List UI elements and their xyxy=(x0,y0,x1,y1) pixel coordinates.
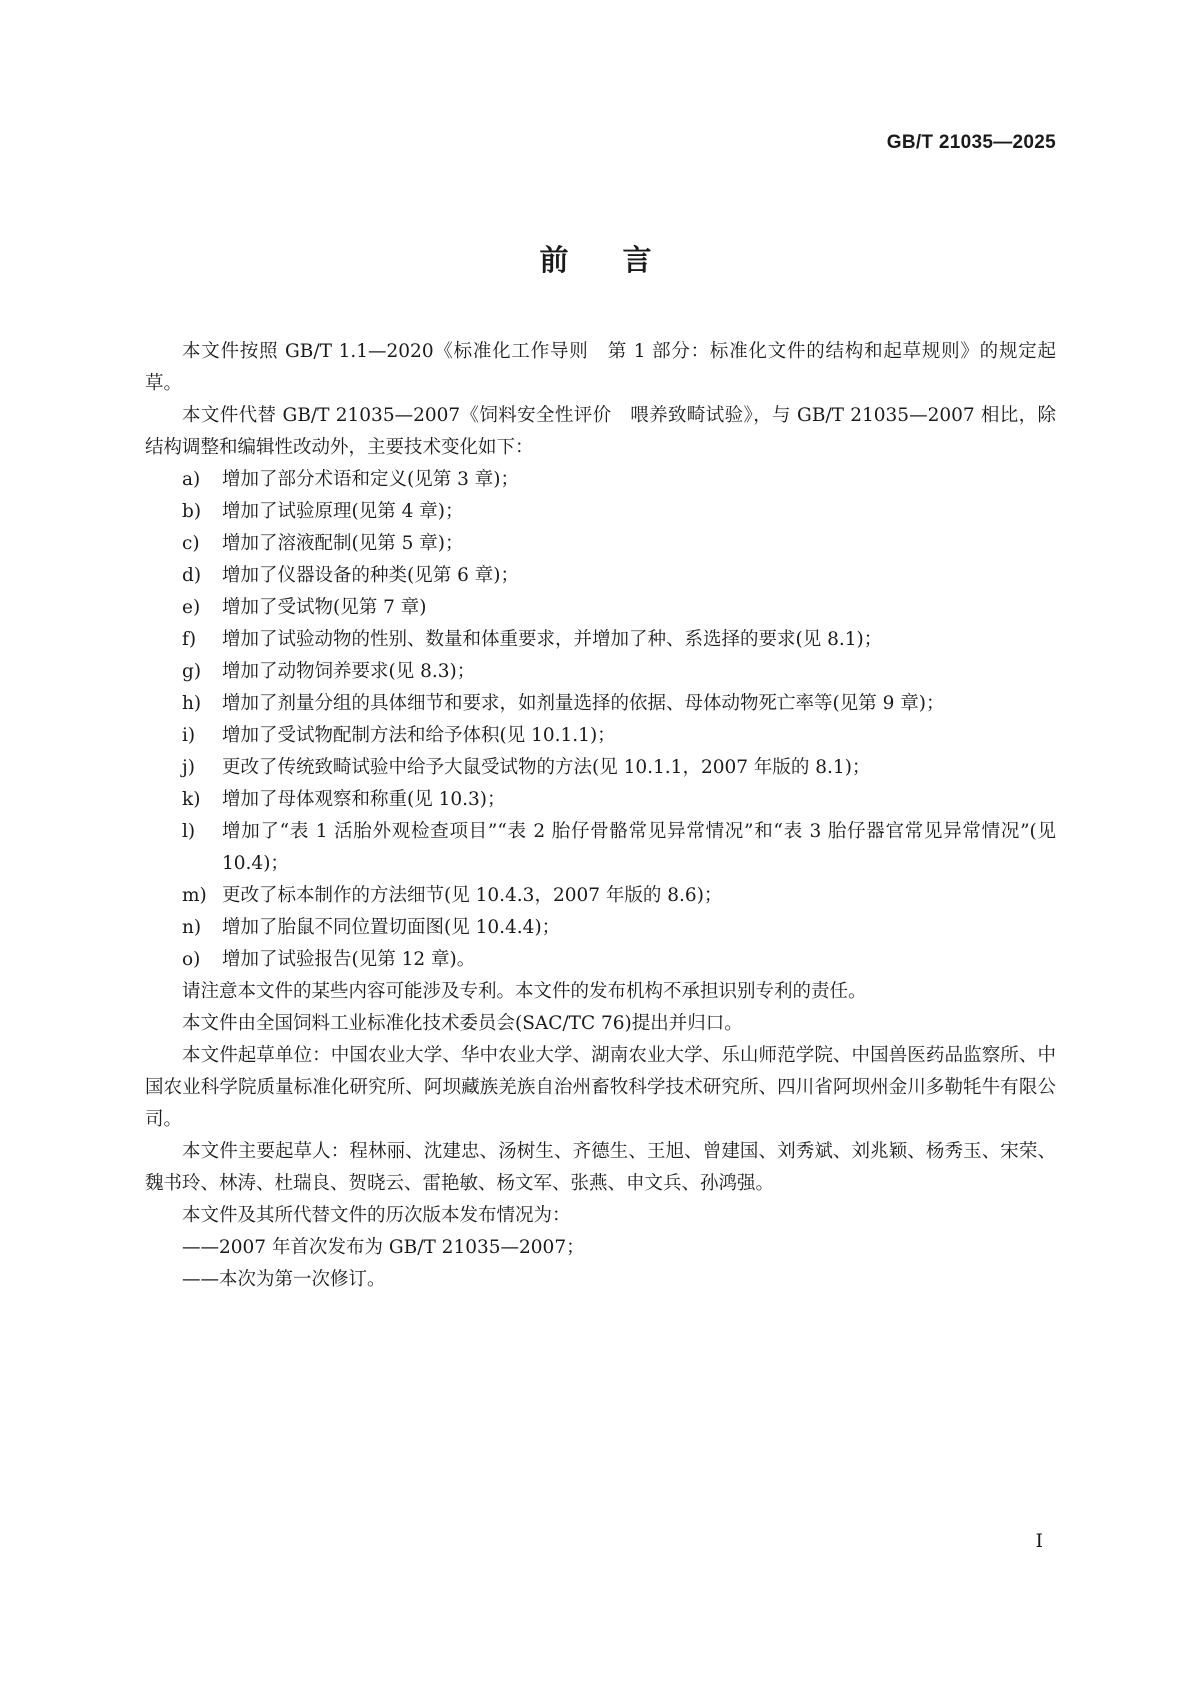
paragraph-patent-notice: 请注意本文件的某些内容可能涉及专利。本文件的发布机构不承担识别专利的责任。 xyxy=(182,981,867,1002)
list-marker: h) xyxy=(182,693,202,714)
page-title: 前言 xyxy=(539,243,706,277)
list-marker: d) xyxy=(182,565,202,586)
paragraph-drafting-units: 本文件起草单位：中国农业大学、华中农业大学、湖南农业大学、乐山师范学院、中国兽医药品监察所、中国农业科学院质量标准化研究所、阿坝藏族羌族自治州畜牧科学技术研究所、四川省阿坝州金川多勒牦牛有限公司。 xyxy=(145,1045,1056,1130)
paragraph-drafters: 本文件主要起草人：程林丽、沈建忠、汤树生、齐德生、王旭、曾建国、刘秀斌、刘兆颖、杨秀玉、宋荣、魏书玲、林涛、杜瑞良、贺晓云、雷艳敏、杨文军、张燕、申文兵、孙鸿强。 xyxy=(145,1141,1056,1194)
list-text: 增加了部分术语和定义(见第 3 章)； xyxy=(222,469,519,490)
list-marker: j) xyxy=(182,757,195,778)
list-text: 增加了受试物配制方法和给予体积(见 10.1.1)； xyxy=(222,725,616,746)
list-item xyxy=(145,624,1056,656)
list-text: 增加了试验动物的性别、数量和体重要求，并增加了种、系选择的要求(见 8.1)； xyxy=(222,629,883,650)
history-item: ——本次为第一次修订。 xyxy=(182,1269,386,1290)
paragraph-proposer: 本文件由全国饲料工业标准化技术委员会(SAC/TC 76)提出并归口。 xyxy=(182,1013,743,1034)
list-item xyxy=(145,688,1056,720)
changes-list xyxy=(145,464,1056,976)
list-text: 增加了溶液配制(见第 5 章)； xyxy=(222,533,464,554)
list-marker: n) xyxy=(182,917,202,938)
list-marker: i) xyxy=(182,725,196,746)
list-marker: c) xyxy=(182,533,200,554)
list-text: 增加了受试物(见第 7 章) xyxy=(222,597,427,618)
page-number: I xyxy=(1035,1530,1043,1552)
paragraph-drafting-rules: 本文件按照 GB/T 1.1—2020《标准化工作导则 第 1 部分：标准化文件的结构和起草规则》的规定起草。 xyxy=(145,341,1056,394)
history-item: ——2007 年首次发布为 GB/T 21035—2007； xyxy=(182,1237,585,1258)
list-item xyxy=(145,880,1056,912)
list-item xyxy=(145,720,1056,752)
list-text: 增加了试验报告(见第 12 章)。 xyxy=(222,949,476,970)
list-text: 更改了标本制作的方法细节(见 10.4.3，2007 年版的 8.6)； xyxy=(222,885,723,906)
list-marker: e) xyxy=(182,597,201,618)
list-marker: a) xyxy=(182,469,201,490)
foreword-body xyxy=(145,336,1056,1296)
list-item xyxy=(145,912,1056,944)
paragraph-replacement: 本文件代替 GB/T 21035—2007《饲料安全性评价 喂养致畸试验》，与 GB/T 21035—2007 相比，除结构调整和编辑性改动外，主要技术变化如下： xyxy=(145,405,1056,458)
list-marker: l) xyxy=(182,821,196,842)
list-item xyxy=(145,560,1056,592)
list-text: 增加了试验原理(见第 4 章)； xyxy=(222,501,464,522)
list-text: 增加了动物饲养要求(见 8.3)； xyxy=(222,661,476,682)
list-marker: g) xyxy=(182,661,202,682)
standard-code: GB/T 21035—2025 xyxy=(886,132,1056,153)
list-item xyxy=(145,496,1056,528)
list-item xyxy=(145,784,1056,816)
list-marker: f) xyxy=(182,629,197,650)
list-text: 更改了传统致畸试验中给予大鼠受试物的方法(见 10.1.1，2007 年版的 8.1)； xyxy=(222,757,871,778)
list-item xyxy=(145,816,1056,880)
paragraph-history-intro: 本文件及其所代替文件的历次版本发布情况为： xyxy=(182,1205,571,1226)
list-item xyxy=(145,464,1056,496)
list-item xyxy=(145,656,1056,688)
list-item xyxy=(145,592,1056,624)
list-text: 增加了“表 1 活胎外观检查项目”“表 2 胎仔骨骼常见异常情况”和“表 3 胎仔器官常见异常情况”(见 10.4)； xyxy=(222,821,1056,874)
list-item xyxy=(145,752,1056,784)
list-marker: b) xyxy=(182,501,202,522)
list-text: 增加了仪器设备的种类(见第 6 章)； xyxy=(222,565,519,586)
list-text: 增加了胎鼠不同位置切面图(见 10.4.4)； xyxy=(222,917,561,938)
list-marker: k) xyxy=(182,789,201,810)
list-item xyxy=(145,944,1056,976)
list-marker: o) xyxy=(182,949,201,970)
list-text: 增加了剂量分组的具体细节和要求，如剂量选择的依据、母体动物死亡率等(见第 9 章)； xyxy=(222,693,945,714)
list-marker: m) xyxy=(182,885,207,906)
list-text: 增加了母体观察和称重(见 10.3)； xyxy=(222,789,506,810)
list-item xyxy=(145,528,1056,560)
